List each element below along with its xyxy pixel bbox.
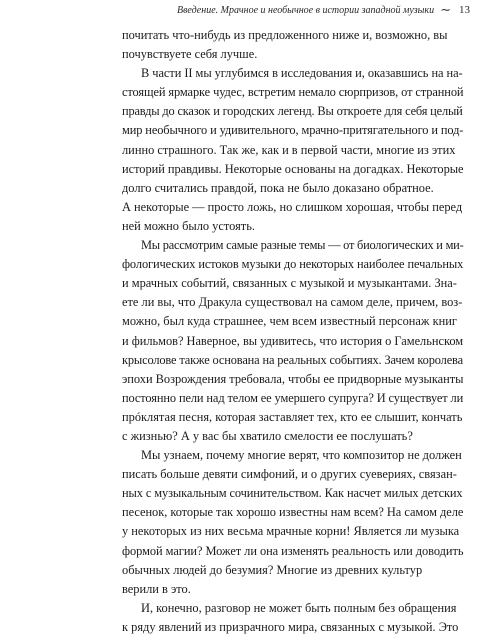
- text-line: В части II мы углубимся в исследования и, оказавшись на на-: [141, 66, 463, 81]
- text-line: и мрачных событий, связанных с музыкой и музыкантами. Зна-: [122, 276, 457, 291]
- running-head-title: Введение. Мрачное и необычное в истории западной музыки: [176, 4, 435, 16]
- text-line: Мы рассмотрим самые разные темы — от биологических и ми-: [141, 238, 464, 253]
- text-line: почитать что-нибудь из предложенного ниже и, возможно, вы: [122, 28, 448, 42]
- text-line: историй правдивы. Некоторые основаны на догадках. Некоторые: [122, 161, 464, 176]
- body-text: [122, 26, 463, 637]
- text-line: обычных людей до безумия? Многие из древних культур: [122, 562, 423, 577]
- text-line: верили в это.: [122, 581, 191, 596]
- text-line: ете ли вы, что Дракула существовал на самом деле, причем, воз-: [122, 295, 463, 310]
- text-line: у некоторых из них весьма мрачные корни! Является ли музыка: [122, 524, 460, 539]
- page-number: 13: [459, 4, 470, 16]
- text-line: эпохи Возрождения требовала, чтобы ее придворные музыканты: [122, 371, 464, 386]
- text-line: прóклятая песня, которая заставляет тех, кто ее слышит, кончать: [122, 409, 463, 424]
- text-line: Мы узнаем, почему многие верят, что композитор не должен: [141, 448, 462, 463]
- text-line: правды до сказок и городских легенд. Вы откроете для себя целый: [122, 104, 463, 119]
- text-line: фологических истоков музыки до некоторых наиболее печальных: [122, 257, 464, 272]
- text-line: линно страшного. Так же, как и в первой части, многие из этих: [122, 142, 456, 157]
- text-line: к ряду явлений из призрачного мира, связанных с музыкой. Это: [122, 619, 459, 634]
- text-line: с жизнью? А у вас бы хватило смелости ее послушать?: [122, 428, 413, 443]
- text-line: почувствуете себя лучше.: [122, 47, 258, 62]
- text-line: формой магии? Может ли она изменять реальность или доводить: [122, 543, 464, 558]
- text-line: А некоторые — просто ложь, но слишком хорошая, чтобы перед: [122, 199, 463, 214]
- text-line: стоящей ярмарке чудес, встретим немало сюрпризов, от странной: [122, 85, 464, 100]
- text-line: мир необычного и удивительного, мрачно-притягательного и под-: [122, 123, 464, 138]
- text-line: ных с музыкальным сочинительством. Как насчет милых детских: [122, 486, 463, 501]
- text-line: постоянно пели над телом ее умершего супруга? И существует ли: [122, 390, 464, 405]
- text-line: можно, был куда страшнее, чем всем известный персонаж книг: [122, 314, 457, 329]
- running-head: [158, 2, 470, 18]
- text-line: ней можно было устоять.: [122, 218, 255, 233]
- text-line: песенок, которые так хорошо известны нам всем? На самом деле: [122, 505, 464, 520]
- text-line: писать больше девяти симфоний, и о других суевериях, связан-: [122, 467, 457, 482]
- text-line: крысолове также основана на реальных событиях. Зачем королева: [122, 352, 463, 367]
- tilde-ornament-icon: ∼: [440, 2, 451, 17]
- text-line: И, конечно, разговор не может быть полным без обращения: [141, 600, 457, 615]
- text-line: долго считались правдой, пока не было доказано обратное.: [122, 180, 434, 195]
- text-line: и фильмов? Наверное, вы удивитесь, что история о Гамельнском: [122, 333, 464, 348]
